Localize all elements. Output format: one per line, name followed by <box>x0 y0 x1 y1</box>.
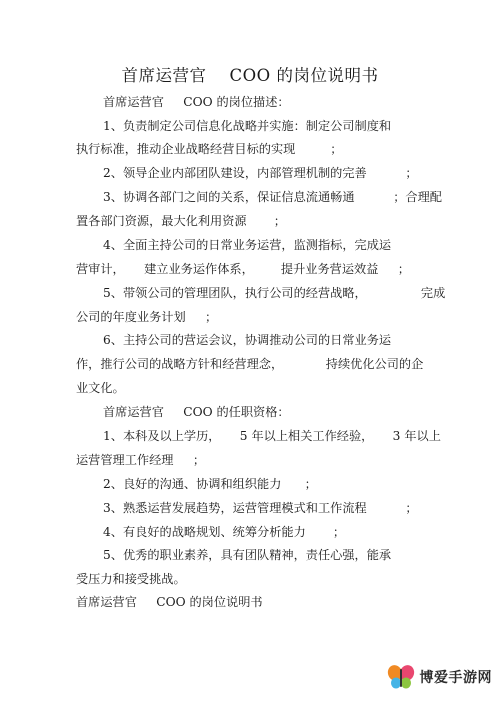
footer-title: 首席运营官 COO 的岗位说明书 <box>76 595 263 609</box>
paragraph-line: 3、熟悉运营发展趋势，运营管理模式和工作流程 ； <box>103 501 418 515</box>
paragraph-line: 3、协调各部门之间的关系，保证信息流通畅通 ；合理配 <box>103 190 442 204</box>
section-heading-description: 首席运营官 COO 的岗位描述： <box>103 95 290 109</box>
watermark-text: 博爱手游网 <box>419 670 492 686</box>
site-watermark <box>386 660 493 694</box>
paragraph-line: 受压力和接受挑战。 <box>76 572 186 586</box>
paragraph-line: 6、主持公司的营运会议，协调推动公司的日常业务运 <box>103 333 392 347</box>
paragraph-line: 1、本科及以上学历， 5 年以上相关工作经验， 3 年以上 <box>103 429 441 443</box>
paragraph-line: 5、优秀的职业素养，具有团队精神，责任心强，能承 <box>103 548 392 562</box>
paragraph-line: 营审计， 建立业务运作体系， 提升业务营运效益 ； <box>76 262 410 276</box>
paragraph-line: 1、负责制定公司信息化战略并实施：制定公司制度和 <box>103 119 392 133</box>
paragraph-line: 执行标准，推动企业战略经营目标的实现 ； <box>76 142 343 156</box>
page-title: 首席运营官 COO 的岗位说明书 <box>121 66 379 85</box>
paragraph-line: 置各部门资源，最大化利用资源 ； <box>76 214 286 228</box>
paragraph-line: 4、有良好的战略规划、统筹分析能力 ； <box>103 525 346 539</box>
paragraph-line: 2、领导企业内部团队建设，内部管理机制的完善 ； <box>103 166 418 180</box>
paragraph-line: 5、带领公司的管理团队，执行公司的经营战略， 完成 <box>103 286 446 300</box>
paragraph-line: 4、全面主持公司的日常业务运营，监测指标，完成运 <box>103 238 392 252</box>
section-heading-qualifications: 首席运营官 COO 的任职资格： <box>103 405 290 419</box>
paragraph-line: 运营管理工作经理 ； <box>76 453 206 467</box>
paragraph-line: 业文化。 <box>76 381 125 395</box>
paragraph-line: 2、良好的沟通、协调和组织能力 ； <box>103 477 317 491</box>
butterfly-logo-icon <box>386 662 416 692</box>
paragraph-line: 作，推行公司的战略方针和经营理念， 持续优化公司的企 <box>76 357 424 371</box>
paragraph-line: 公司的年度业务计划 ； <box>76 310 218 324</box>
